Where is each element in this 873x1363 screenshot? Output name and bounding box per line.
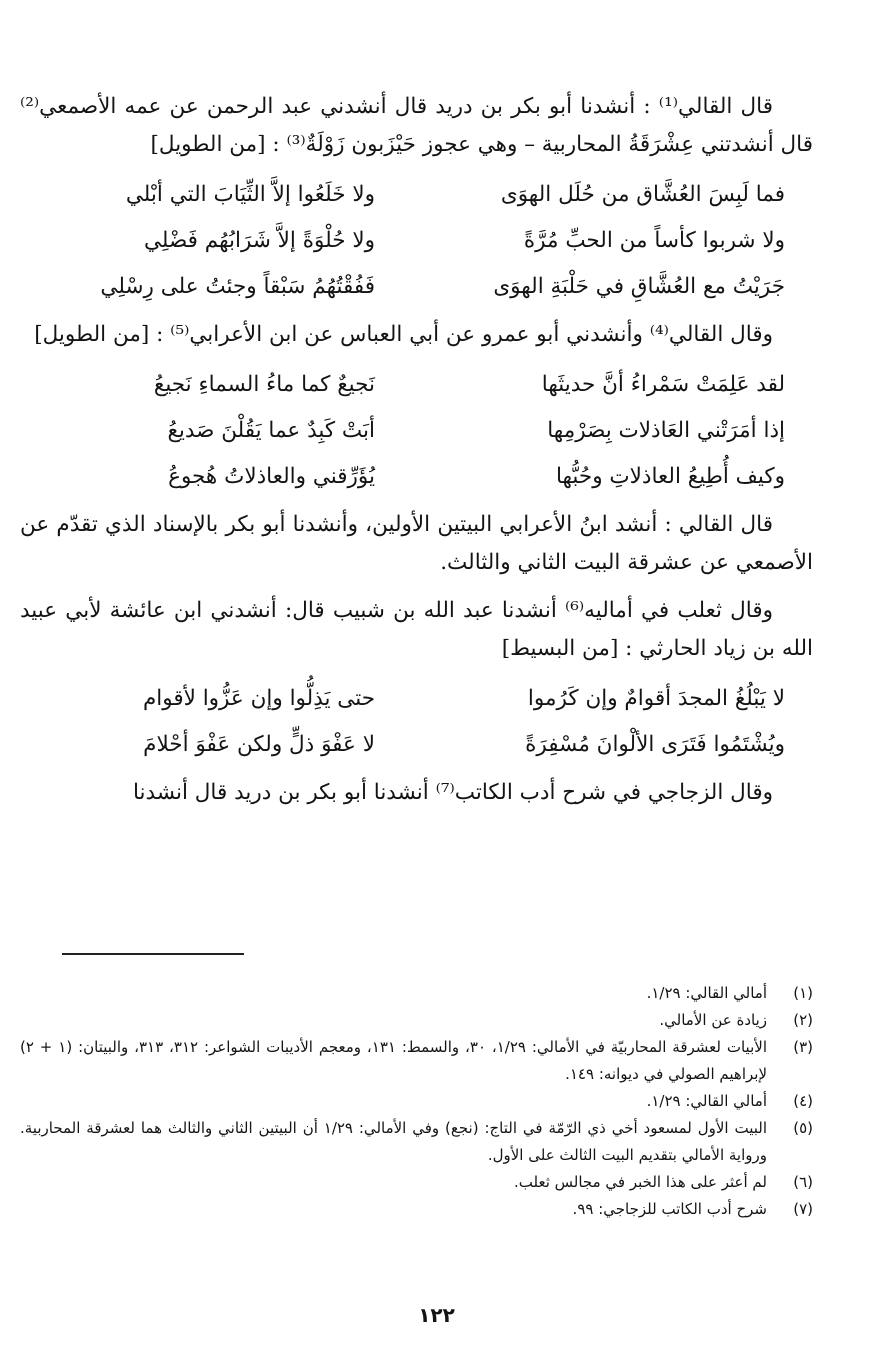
verse-second-hemistich: فَفُقْتُهُمُ سَبْقاً وجئتُ على رِسْلِي: [100, 274, 375, 299]
footnote-text: زيادة عن الأمالي.: [659, 1011, 767, 1029]
verse-first-hemistich: لا يَبْلُغُ المجدَ أقوامٌ وإن كَرُموا: [527, 686, 785, 711]
footnote-text: البيت الأول لمسعود أخي ذي الرّمّة في التاج: (نجع) وفي الأمالي: ١/٢٩ أن البيتين الثاني والثالث هما لعشرقة المحاربية. ورواية الأمالي بتقديم البيت الثالث على الأول.: [20, 1119, 767, 1164]
footnote-item: [20, 1169, 813, 1196]
verse-line: [20, 722, 785, 768]
verse-line: [20, 172, 785, 218]
footnote-number: (٧): [793, 1200, 813, 1218]
paragraph-qali-commentary: قال القالي : أنشد ابنُ الأعرابي البيتين الأولين، وأنشدنا أبو بكر بالإسناد الذي تقدّم عن الأصمعي عن عشرقة البيت الثاني والثالث.: [20, 512, 813, 575]
footnote-separator: [62, 953, 244, 955]
footnote-text: لم أعثر على هذا الخبر في مجالس ثعلب.: [514, 1173, 767, 1191]
poem-ishraqa: [20, 172, 813, 310]
paragraph-zajjaji: وقال الزجاجي في شرح أدب الكاتب⁽⁷⁾ أنشدنا أبو بكر بن دريد قال أنشدنا: [133, 780, 773, 805]
paragraph-qali-second: وقال القالي⁽⁴⁾ وأنشدني أبو عمرو عن أبي العباس عن ابن الأعرابي⁽⁵⁾ : [من الطويل]: [34, 322, 773, 347]
verse-line: [20, 454, 785, 500]
verse-line: [20, 362, 785, 408]
footnote-text: الأبيات لعشرقة المحاربيّة في الأمالي: ١/٢٩، ٣٠، والسمط: ١٣١، ومعجم الأديبات الشواعر: ٣١٢، ٣١٣، والبيتان: (١ + ٢) لإبراهيم الصولي في ديوانه: ١٤٩.: [20, 1038, 767, 1083]
paragraph-thalab: وقال ثعلب في أماليه⁽⁶⁾ أنشدنا عبد الله بن شبيب قال: أنشدني ابن عائشة لأبي عبيد الله بن زياد الحارثي : [من البسيط]: [20, 598, 813, 661]
footnote-text: أمالي القالي: ١/٢٩.: [646, 984, 767, 1002]
footnote-item: [20, 980, 813, 1007]
footnote-number: (٢): [793, 1011, 813, 1029]
verse-first-hemistich: ولا شربوا كأساً من الحبِّ مُرَّةً: [523, 228, 785, 253]
footnote-item: [20, 1034, 813, 1088]
footnote-text: شرح أدب الكاتب للزجاجي: ٩٩.: [572, 1200, 767, 1218]
poem-samra: [20, 362, 813, 500]
verse-first-hemistich: لقد عَلِمَتْ سَمْراءُ أنَّ حديثَها: [541, 372, 785, 397]
verse-line: [20, 264, 785, 310]
footnote-text: أمالي القالي: ١/٢٩.: [646, 1092, 767, 1110]
verse-first-hemistich: فما لَبِسَ العُشَّاق من حُلَل الهوَى: [500, 182, 785, 207]
verse-second-hemistich: نَجيعٌ كما ماءُ السماءِ نَجيعُ: [153, 372, 375, 397]
footnote-item: [20, 1115, 813, 1169]
paragraph-qali-intro: قال القالي⁽¹⁾ : أنشدنا أبو بكر بن دريد قال أنشدني عبد الرحمن عن عمه الأصمعي⁽²⁾ قال أنشدتني عِشْرَقَةُ المحاربية – وهي عجوز حَيْزَبون زَوْلَةٌ⁽³⁾ : [من الطويل]: [20, 94, 813, 157]
footnote-item: [20, 1088, 813, 1115]
footnote-number: (٤): [793, 1092, 813, 1110]
footnote-number: (٥): [793, 1119, 813, 1137]
verse-first-hemistich: جَرَيْتُ مع العُشَّاقِ في حَلْبَةِ الهوَى: [493, 274, 785, 299]
verse-second-hemistich: ولا خَلَعُوا إلاَّ الثِّيَابَ التي أبْلي: [125, 182, 375, 207]
verse-first-hemistich: وكيف أُطِيعُ العاذلاتِ وحُبُّها: [555, 464, 785, 489]
verse-second-hemistich: أبَتْ كَبِدٌ عما يَقُلْنَ صَديعُ: [167, 418, 375, 443]
footnote-number: (١): [793, 984, 813, 1002]
footnote-item: [20, 1196, 813, 1223]
footnote-number: (٦): [793, 1173, 813, 1191]
verse-second-hemistich: يُؤَرِّقني والعاذلاتُ هُجوعُ: [168, 464, 375, 489]
verse-line: [20, 218, 785, 264]
verse-line: [20, 408, 785, 454]
page-number: ١٢٢: [418, 1303, 455, 1327]
footnote-item: [20, 1007, 813, 1034]
verse-second-hemistich: لا عَفْوَ ذلٍّ ولكن عَفْوَ أحْلامَ: [143, 732, 375, 757]
main-text: [20, 88, 813, 812]
poem-harithi: [20, 676, 813, 768]
verse-second-hemistich: حتى يَذِلُّوا وإن عَزُّوا لأقوام: [142, 686, 375, 711]
verse-first-hemistich: إذا أمَرَتْني العَاذلات بِصَرْمِها: [547, 418, 785, 443]
footnotes: [20, 980, 813, 1223]
footnote-number: (٣): [793, 1038, 813, 1056]
verse-second-hemistich: ولا حُلْوَةً إلاَّ شَرَابُهُم فَضْلِي: [143, 228, 375, 253]
verse-first-hemistich: ويُشْتَمُوا فَتَرَى الألْوانَ مُسْفِرَةً: [525, 732, 785, 757]
verse-line: [20, 676, 785, 722]
